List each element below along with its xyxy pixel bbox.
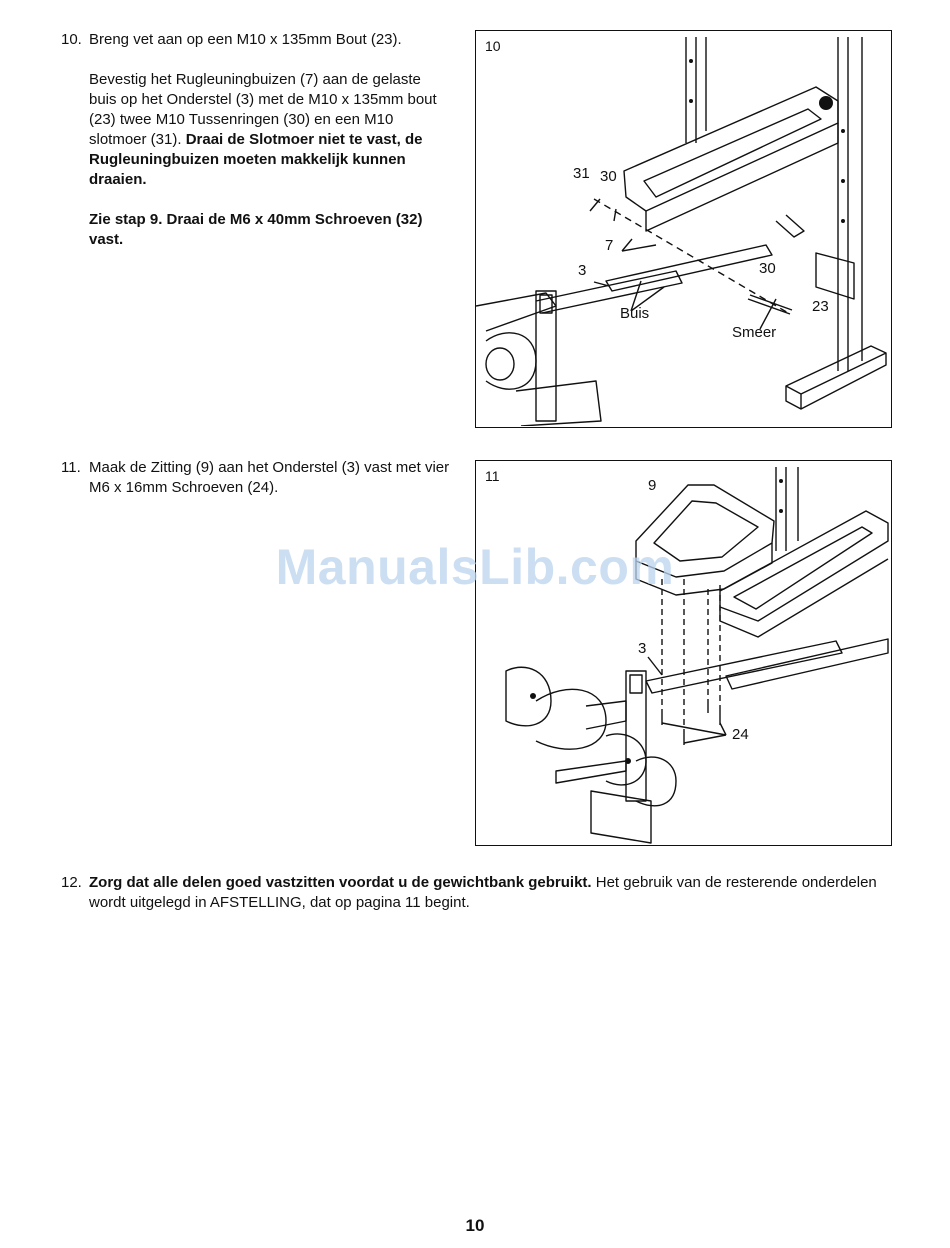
figure-11 [475,460,892,846]
step-number: 11. [61,459,81,476]
label-buis: Buis [620,305,650,322]
step-11-paragraph-1: Maak de Zitting (9) aan het Onderstel (3) vast met vier M6 x 16mm Schroeven (24). [89,459,450,496]
label-30-washer-right: 30 [759,260,776,277]
step-10-paragraph-2 [89,70,451,190]
label-30-washer: 30 [600,168,617,185]
step-number: 10. [61,31,82,48]
page-number: 10 [465,1216,485,1235]
step-12-paragraph-1 [89,873,901,913]
label-9: 9 [648,477,657,494]
step-body [89,458,451,498]
label-3: 3 [638,640,647,657]
figure-10 [475,30,892,428]
step-12-warning: Zorg dat alle delen goed vastzitten voordat u de gewichtbank gebruikt. [89,874,592,891]
step-body [89,30,451,250]
label-3: 3 [578,262,587,279]
step-10-warning: Draai de Slotmoer niet te vast, de Rugleuningbuizen moeten makkelijk kunnen draaien. [89,131,423,188]
step-10-note: Zie stap 9. Draai de M6 x 40mm Schroeven (32) vast. [89,211,423,248]
step-10-text: Bevestig het Rugleuningbuizen (7) aan de gelaste buis op het Onderstel (3) met de M10 x 135mm bout (23) twee M10 Tussenringen (30) en een M10 slotmoer (31). [89,71,437,148]
label-24: 24 [732,726,749,743]
step-12-text: Het gebruik van de resterende onderdelen wordt uitgelegd in AFSTELLING, dat op pagina 11 begint. [89,874,877,911]
watermark: ManualsLib.com [275,539,675,595]
label-31: 31 [573,165,590,182]
label-smeer: Smeer [732,324,777,341]
step-number: 12. [61,874,82,891]
label-7: 7 [605,237,614,254]
step-10-paragraph-3 [89,210,451,250]
figure-11-drawing [476,461,890,844]
figure-number: 10 [485,38,501,54]
step-body [89,873,901,913]
step-10-paragraph-1: Breng vet aan op een M10 x 135mm Bout (23). [89,31,402,48]
label-23: 23 [812,298,829,315]
figure-10-drawing [476,31,890,426]
figure-number: 11 [485,468,500,484]
